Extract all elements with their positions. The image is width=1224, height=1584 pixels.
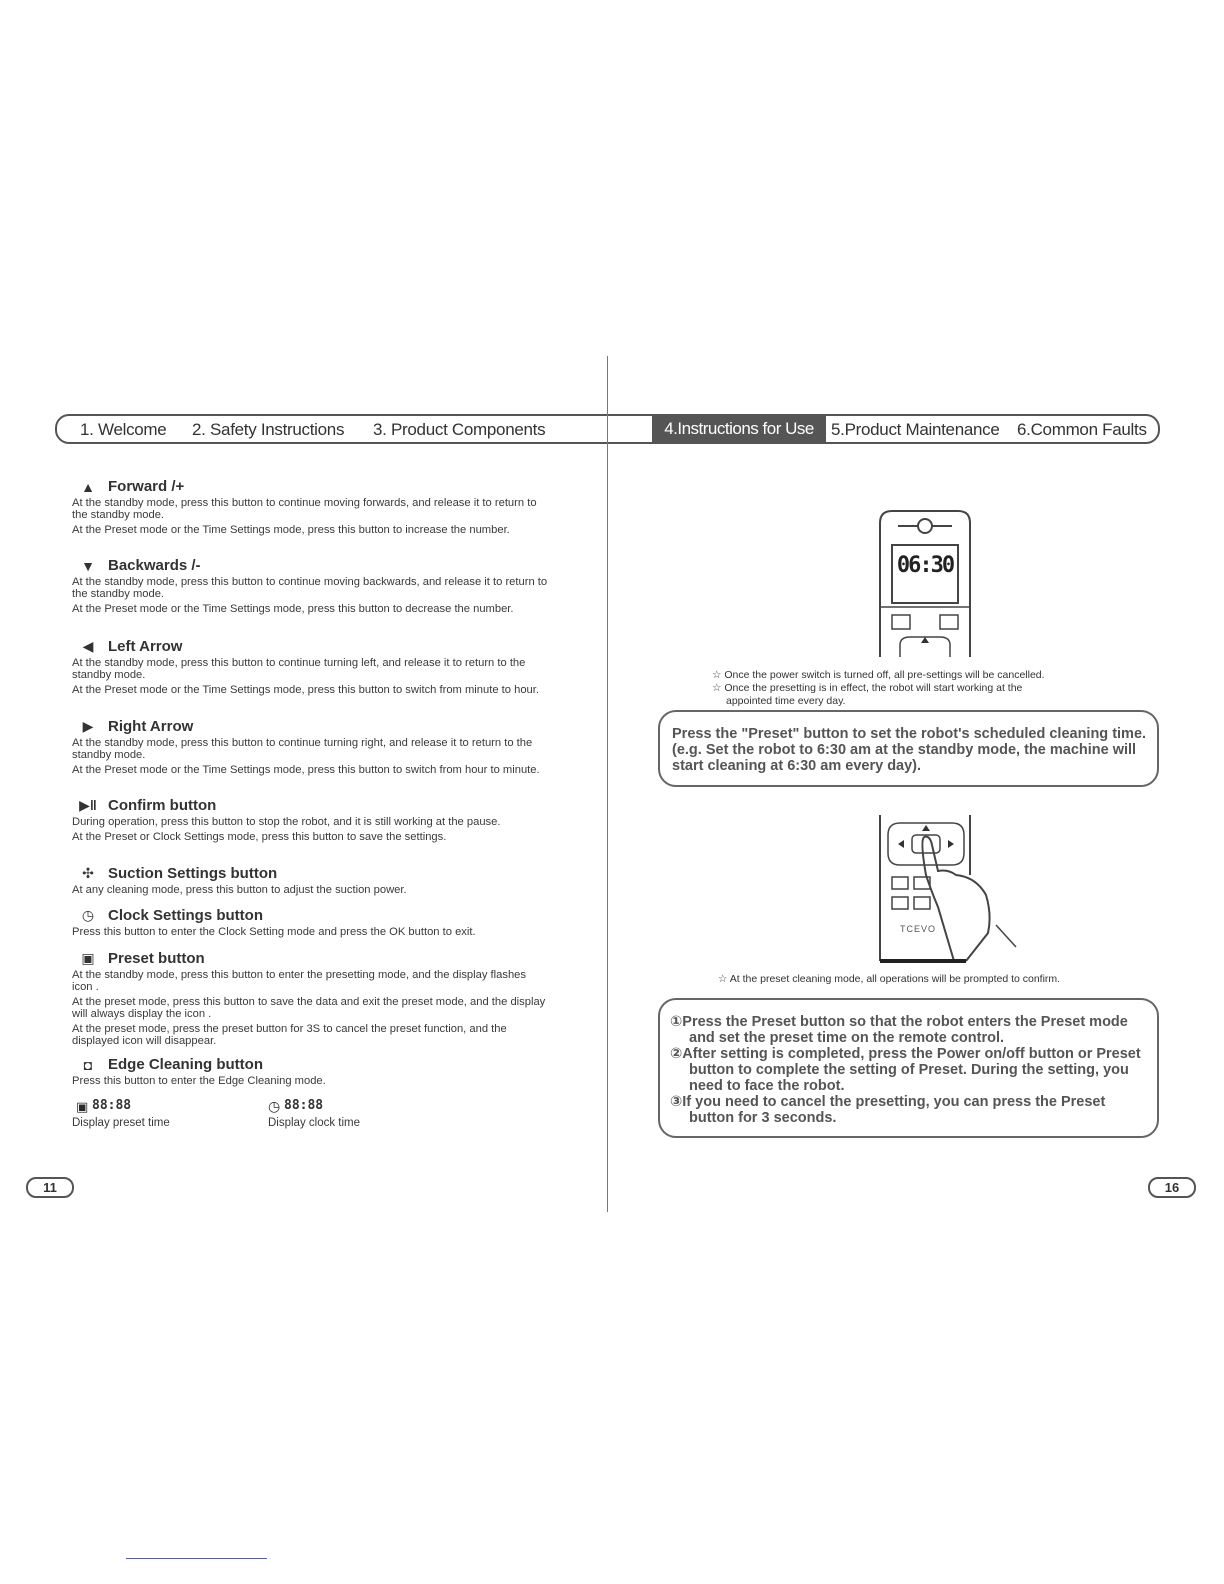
section-text: At the Preset mode or the Time Settings mode, press this button to decrease the number.	[72, 603, 514, 615]
step-line: button to complete the setting of Preset. During the setting, you	[689, 1062, 1129, 1078]
section-left-arrow	[72, 638, 548, 699]
section-text: At the standby mode, press this button to continue moving backwards, and release it to return to the standby mode.	[72, 576, 548, 600]
page-number-right: 16	[1148, 1177, 1196, 1198]
box-line: Press the "Preset" button to set the robot's scheduled cleaning time.	[672, 726, 1147, 742]
play-pause-icon: ▶ǁ	[79, 797, 97, 813]
right-triangle-icon: ▶	[82, 718, 94, 734]
step-line: After setting is completed, press the Power on/off button or Preset	[682, 1046, 1141, 1062]
section-preset	[72, 950, 548, 1050]
step-number: ②	[670, 1046, 683, 1062]
nav-product-components[interactable]: 3. Product Components	[373, 420, 546, 439]
section-text: At the Preset or Clock Settings mode, press this button to save the settings.	[72, 831, 447, 843]
section-text: At the Preset mode or the Time Settings mode, press this button to increase the number.	[72, 524, 510, 536]
section-text: At the standby mode, press this button to continue turning left, and release it to return to the standby mode.	[72, 657, 526, 681]
up-triangle-icon: ▲	[81, 478, 95, 495]
section-text: At the standby mode, press this button to continue turning right, and release it to return to the standby mode.	[72, 737, 533, 761]
section-suction	[72, 865, 548, 899]
page-divider	[607, 356, 608, 1212]
section-text: At the standby mode, press this button to enter the presetting mode, and the display flashes icon .	[72, 969, 526, 993]
footer-rule	[126, 1558, 267, 1559]
section-confirm	[72, 797, 548, 846]
section-text: Press this button to enter the Clock Setting mode and press the OK button to exit.	[72, 926, 476, 938]
section-title: Backwards /-	[108, 557, 201, 574]
section-text: At the standby mode, press this button to continue moving forwards, and release it to return to the standby mode.	[72, 497, 537, 521]
nav-common-faults[interactable]: 6.Common Faults	[1017, 420, 1147, 439]
step-line: button for 3 seconds.	[689, 1110, 837, 1126]
step-line: need to face the robot.	[689, 1078, 845, 1094]
section-text: During operation, press this button to stop the robot, and it is still working at the pause.	[72, 816, 501, 828]
step-1	[670, 1014, 1150, 1046]
display-clock-label: Display clock time	[268, 1117, 361, 1129]
nav-safety-instructions[interactable]: 2. Safety Instructions	[192, 420, 345, 439]
step-2	[670, 1046, 1150, 1094]
nav-welcome[interactable]: 1. Welcome	[80, 420, 167, 439]
section-forward	[72, 478, 548, 539]
clock-icon: ◷	[81, 907, 95, 923]
section-title: Left Arrow	[108, 638, 183, 655]
display-preset-label: Display preset time	[72, 1117, 170, 1129]
preset-steps-list	[670, 1014, 1150, 1126]
section-title: Preset button	[108, 950, 205, 967]
section-title: Confirm button	[108, 797, 217, 814]
section-clock	[72, 907, 548, 941]
section-title: Edge Cleaning button	[108, 1056, 263, 1073]
box-line: (e.g. Set the robot to 6:30 am at the standby mode, the machine will	[672, 742, 1137, 758]
section-text: At the Preset mode or the Time Settings mode, press this button to switch from hour to minute.	[72, 764, 540, 776]
step-3	[670, 1094, 1150, 1126]
section-text: Press this button to enter the Edge Cleaning mode.	[72, 1075, 326, 1087]
remote-display-time: 06:30	[896, 553, 954, 578]
section-edge-cleaning	[72, 1056, 548, 1090]
step-line: and set the preset time on the remote control.	[689, 1030, 1005, 1046]
section-title: Clock Settings button	[108, 907, 263, 924]
edge-icon: ◘	[83, 1056, 93, 1073]
step-line: Press the Preset button so that the robot enters the Preset mode	[682, 1014, 1128, 1030]
note-preset-effect-cont: appointed time every day.	[726, 695, 846, 707]
section-text: At the Preset mode or the Time Settings mode, press this button to switch from minute to hour.	[72, 684, 539, 696]
preset-icon: ▣	[81, 950, 95, 966]
section-title: Forward /+	[108, 478, 185, 495]
page-number-left: 11	[26, 1177, 74, 1198]
preset-icon: ▣	[76, 1099, 89, 1114]
section-text: At the preset mode, press the preset button for 3S to cancel the preset function, and the displayed icon will disappear.	[72, 1023, 507, 1047]
clock-icon: ◷	[268, 1098, 281, 1114]
step-line: If you need to cancel the presetting, you can press the Preset	[682, 1094, 1106, 1110]
down-triangle-icon: ▼	[81, 557, 95, 574]
note-power-off: ☆ Once the power switch is turned off, all pre-settings will be cancelled.	[712, 669, 1045, 681]
section-title: Right Arrow	[108, 718, 194, 735]
section-text: At the preset mode, press this button to save the data and exit the preset mode, and the display will always display the icon .	[72, 996, 546, 1020]
step-number: ③	[670, 1094, 683, 1110]
display-preset-value: 88:88	[92, 1098, 132, 1113]
remote-control-illustration	[870, 505, 980, 657]
note-preset-confirm: ☆ At the preset cleaning mode, all operations will be prompted to confirm.	[718, 973, 1061, 985]
nav-instructions-for-use[interactable]: 4.Instructions for Use	[652, 415, 826, 443]
display-clock-value: 88:88	[284, 1098, 324, 1113]
nav-product-maintenance[interactable]: 5.Product Maintenance	[831, 420, 1000, 439]
step-number: ①	[670, 1014, 683, 1030]
left-triangle-icon: ◀	[82, 638, 94, 654]
preset-info-text	[672, 726, 1146, 774]
section-title: Suction Settings button	[108, 865, 278, 882]
remote-brand-label: TCEVO	[900, 924, 937, 934]
remote-hand-illustration	[876, 815, 1026, 963]
box-line: start cleaning at 6:30 am every day).	[672, 758, 922, 774]
note-preset-effect: ☆ Once the presetting is in effect, the robot will start working at the	[712, 682, 1023, 694]
section-backwards	[72, 557, 548, 618]
section-text: At any cleaning mode, press this button to adjust the suction power.	[72, 884, 407, 896]
section-right-arrow	[72, 718, 548, 779]
suction-icon: ✣	[82, 865, 94, 881]
